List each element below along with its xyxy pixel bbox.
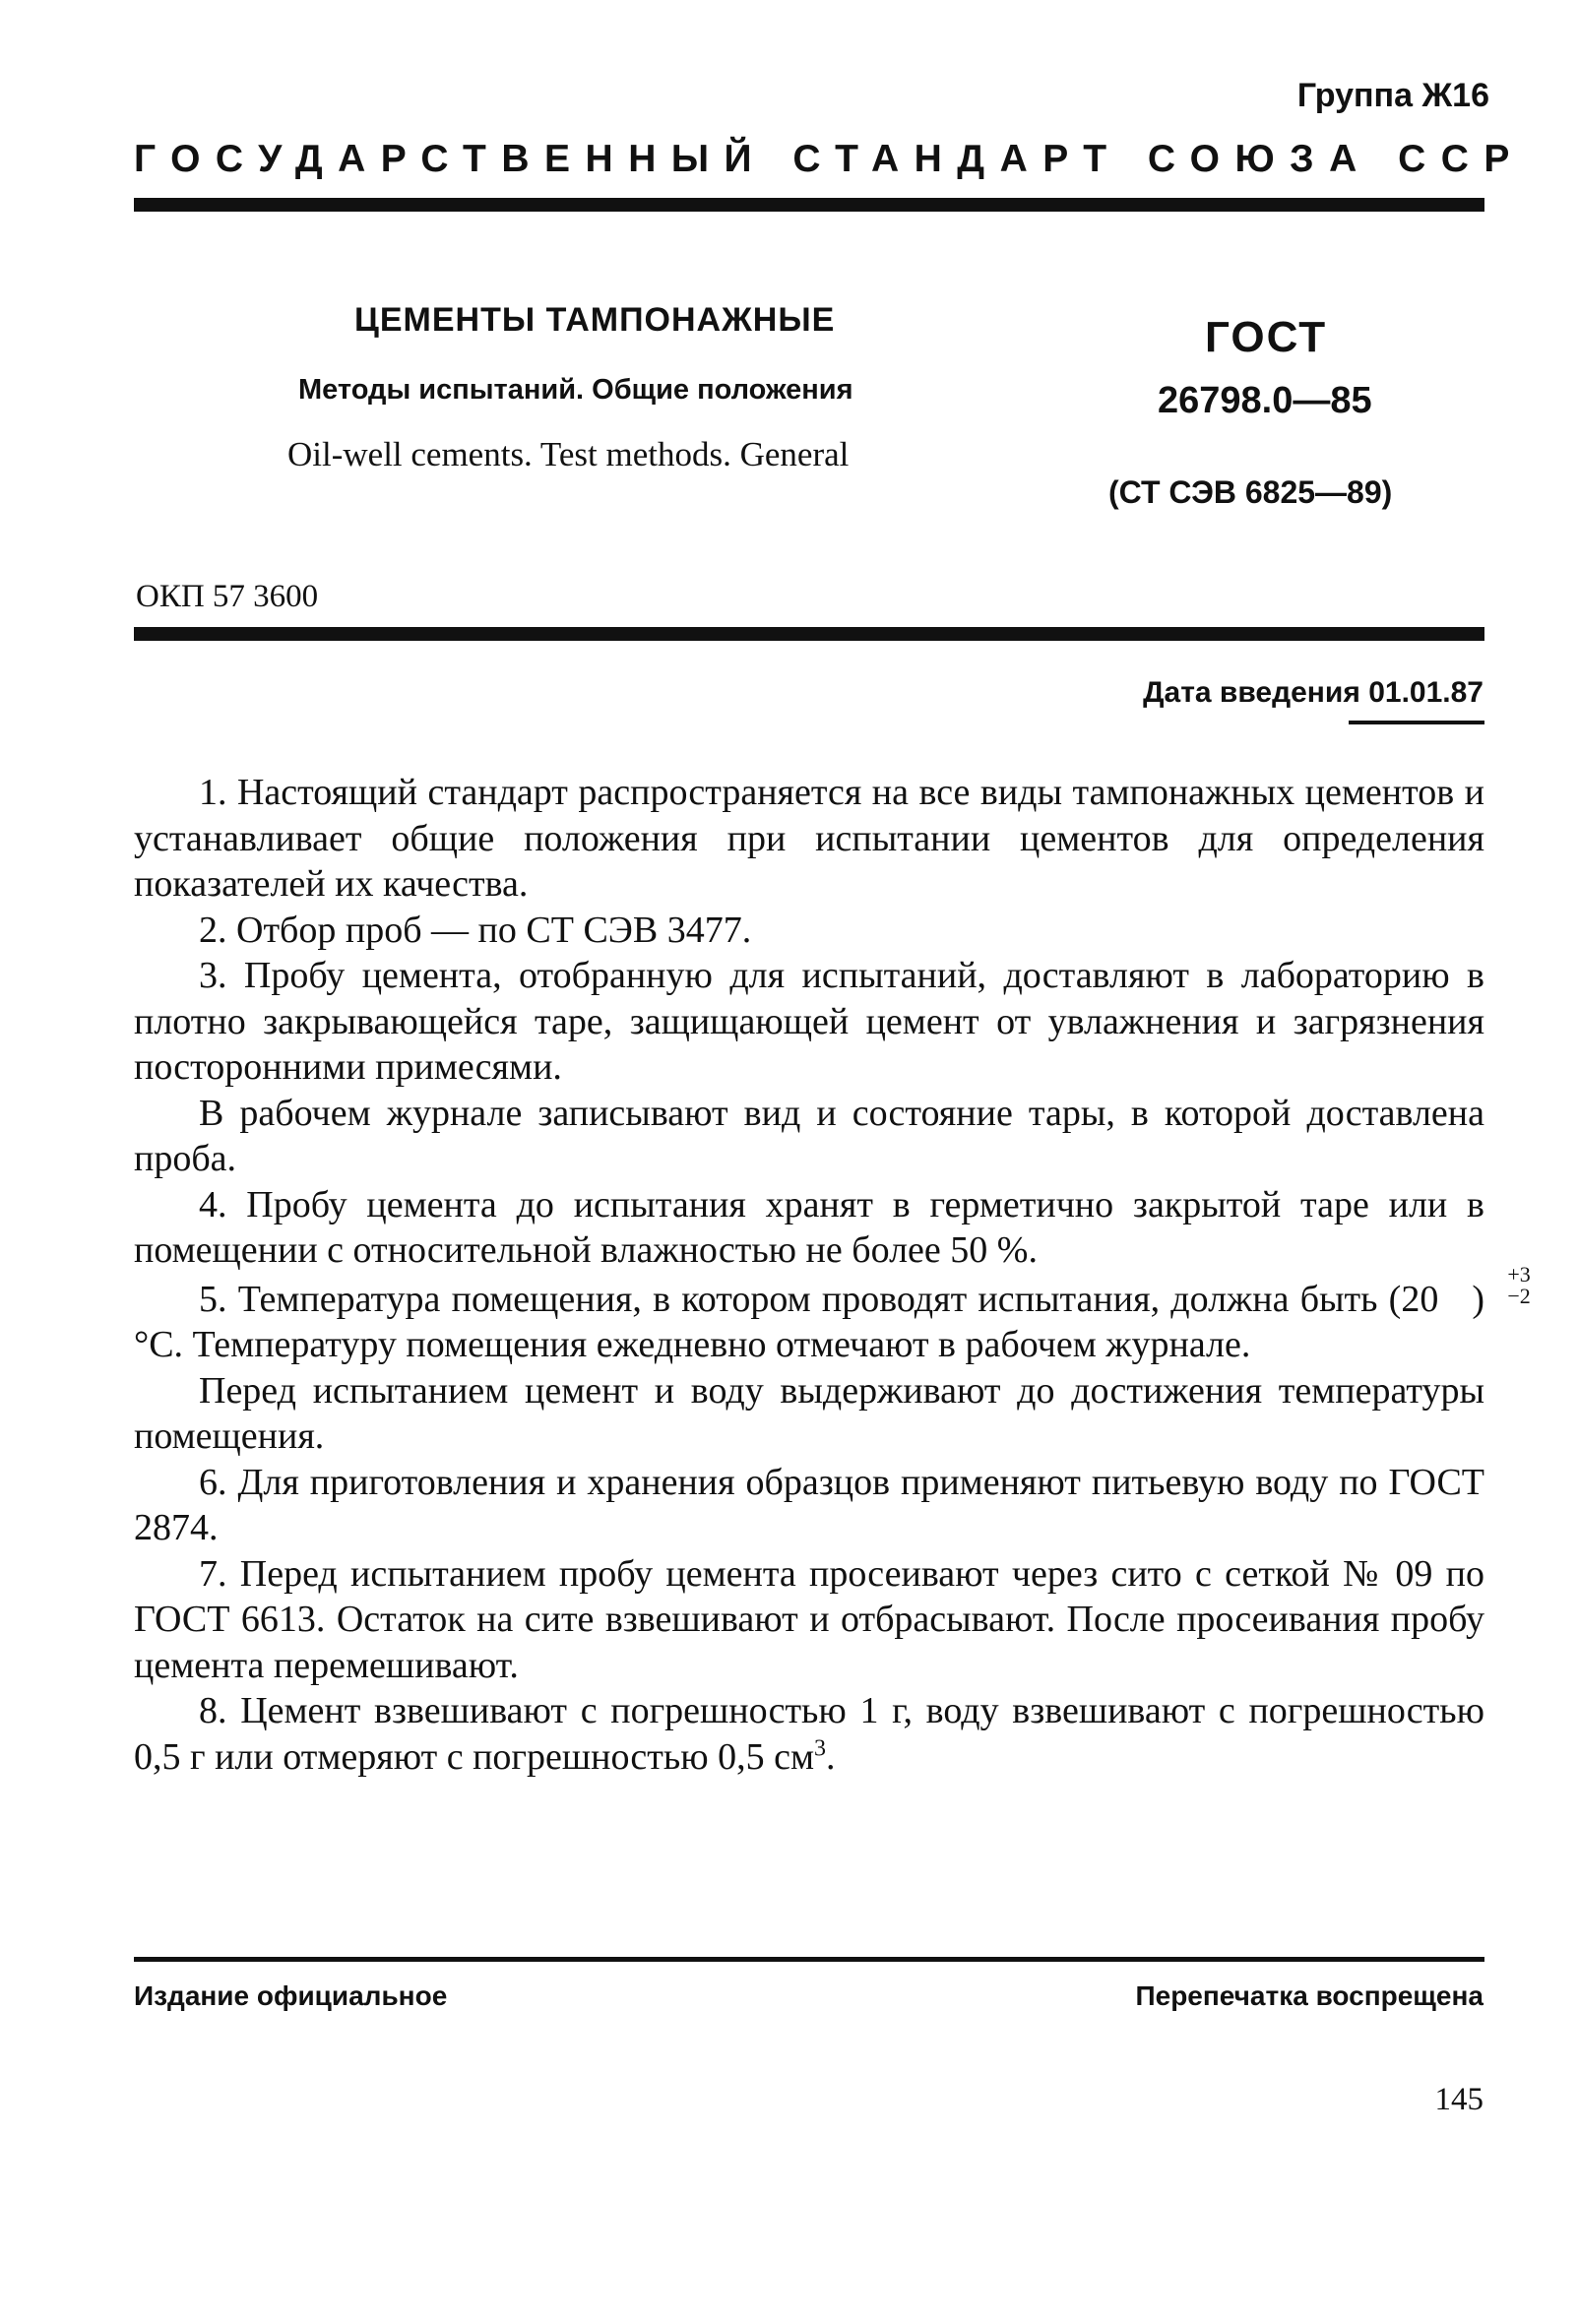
reprint-prohibited-note: Перепечатка воспрещена xyxy=(1135,1980,1483,2011)
date-underline xyxy=(1349,721,1484,724)
clause-7: 7. Перед испытанием пробу цемента просеивают через сито с сеткой № 09 по ГОСТ 6613. Остаток на сите взвешивают и отбрасывают. После просеивания пробу цемента перемешивают. xyxy=(134,1552,1484,1686)
temperature-tolerance xyxy=(1438,1261,1531,1311)
okp-code: ОКП 57 3600 xyxy=(136,579,319,614)
introduction-date: Дата введения 01.01.87 xyxy=(1143,676,1483,709)
document-title: ЦЕМЕНТЫ ТАМПОНАЖНЫЕ xyxy=(354,301,836,339)
clause-5-start: 5. Температура помещения, в котором проводят испытания, должна быть (20 xyxy=(199,1278,1439,1320)
clause-5 xyxy=(134,1261,1531,1368)
document-body xyxy=(134,770,1531,1780)
header-divider xyxy=(134,198,1484,212)
document-title-english: Oil-well cements. Test methods. General xyxy=(287,435,850,473)
clause-1: 1. Настоящий стандарт распространяется на все виды тампонажных цементов и устанавливает общие положения при испытании цементов для определения показателей их качества. xyxy=(134,772,1484,905)
footer-divider xyxy=(134,1957,1484,1962)
clause-6: 6. Для приготовления и хранения образцов применяют питьевую воду по ГОСТ 2874. xyxy=(134,1461,1484,1548)
clause-5-end: ) °С. Температуру помещения ежедневно отмечают в рабочем журнале. xyxy=(134,1278,1484,1365)
clause-3-note: В рабочем журнале записывают вид и состояние тары, в которой доставлена проба. xyxy=(134,1092,1484,1179)
okp-divider xyxy=(134,627,1484,641)
cubic-superscript: 3 xyxy=(814,1734,827,1761)
gost-label: ГОСТ xyxy=(1205,313,1328,361)
official-edition-note: Издание официальное xyxy=(134,1980,448,2011)
tolerance-minus: −2 xyxy=(1507,1283,1531,1308)
clause-8 xyxy=(134,1688,1484,1780)
document-subtitle: Методы испытаний. Общие положения xyxy=(298,374,853,406)
group-label: Группа Ж16 xyxy=(1296,77,1489,114)
clause-5-note: Перед испытанием цемент и воду выдерживают до достижения температуры помещения. xyxy=(134,1369,1484,1457)
state-standard-heading: ГОСУДАРСТВЕННЫЙ СТАНДАРТ СОЮЗА ССР xyxy=(134,138,1525,180)
clause-4: 4. Пробу цемента до испытания хранят в герметично закрытой таре или в помещении с относительной влажностью не более 50 %. xyxy=(134,1183,1484,1271)
tolerance-plus: +3 xyxy=(1507,1261,1531,1287)
clause-2: 2. Отбор проб — по СТ СЭВ 3477. xyxy=(199,909,752,951)
gost-number: 26798.0—85 xyxy=(1158,380,1372,421)
gost-equivalent: (СТ СЭВ 6825—89) xyxy=(1108,474,1393,510)
clause-8-text: 8. Цемент взвешивают с погрешностью 1 г, воду взвешивают с погрешностью 0,5 г или отмеряют с погрешностью 0,5 см xyxy=(134,1690,1484,1778)
clause-3: 3. Пробу цемента, отобранную для испытаний, доставляют в лабораторию в плотно закрывающейся таре, защищающей цемент от увлажнения и загрязнения посторонними примесями. xyxy=(134,955,1484,1088)
page-number: 145 xyxy=(1434,2082,1483,2117)
clause-8-end: . xyxy=(826,1735,836,1778)
